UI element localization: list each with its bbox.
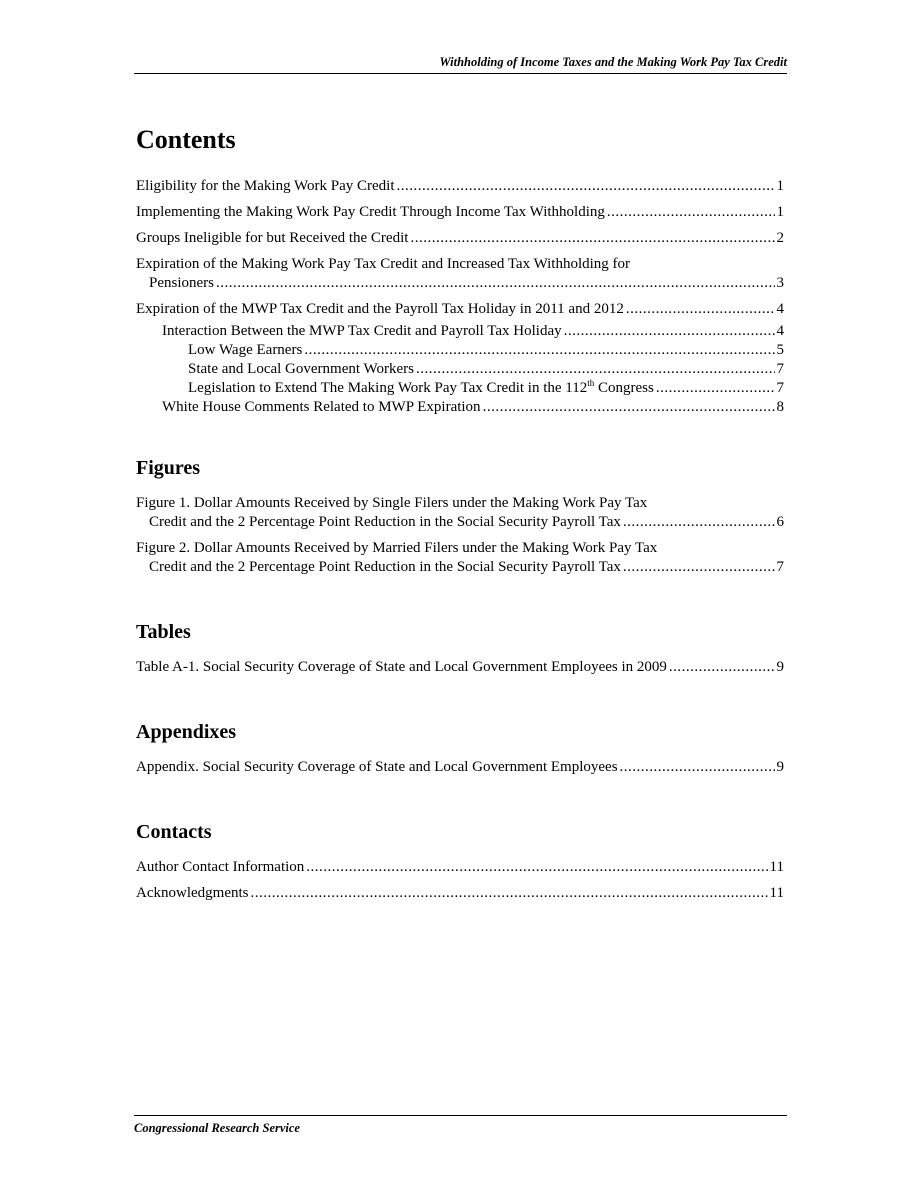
toc-entry[interactable]: Acknowledgments ..... 11 xyxy=(136,884,784,903)
toc-entry[interactable]: Appendix. Social Security Coverage of State and Local Government Employees ..... 9 xyxy=(136,758,784,777)
tables-heading: Tables xyxy=(136,621,191,643)
contacts-list xyxy=(136,858,784,903)
toc-entry-line2[interactable]: Credit and the 2 Percentage Point Reduction in the Social Security Payroll Tax ..... 6 xyxy=(136,513,784,532)
contents-heading: Contents xyxy=(136,125,236,154)
toc-entry[interactable]: Table A-1. Social Security Coverage of State and Local Government Employees in 2009 ..... 9 xyxy=(136,658,784,677)
toc-entry[interactable]: Groups Ineligible for but Received the Credit ..... 2 xyxy=(136,229,784,248)
toc-entry[interactable]: Author Contact Information ..... 11 xyxy=(136,858,784,877)
appendixes-heading: Appendixes xyxy=(136,721,237,743)
toc-subsubentry[interactable]: Legislation to Extend The Making Work Pay Tax Credit in the 112th Congress ..... 7 xyxy=(136,379,784,398)
toc-entry[interactable]: Eligibility for the Making Work Pay Credit ..... 1 xyxy=(136,177,784,196)
toc-entry-line1[interactable]: Figure 1. Dollar Amounts Received by Single Filers under the Making Work Pay Tax xyxy=(136,495,648,511)
toc-subsubentry[interactable]: State and Local Government Workers ..... 7 xyxy=(136,360,784,379)
tables-list xyxy=(136,658,784,677)
toc-subentry[interactable]: White House Comments Related to MWP Expiration ..... 8 xyxy=(136,398,784,417)
toc-entry[interactable]: Expiration of the MWP Tax Credit and the Payroll Tax Holiday in 2011 and 2012 ..... 4 xyxy=(136,300,784,319)
running-footer: Congressional Research Service xyxy=(134,1115,787,1136)
figures-heading: Figures xyxy=(136,457,201,479)
toc-subentry[interactable]: Interaction Between the MWP Tax Credit and Payroll Tax Holiday ..... 4 xyxy=(136,322,784,341)
figures-list xyxy=(136,494,784,577)
toc-entry-line2[interactable]: Pensioners ..... 3 xyxy=(136,274,784,293)
appendixes-list xyxy=(136,758,784,777)
contents-list xyxy=(136,177,784,417)
toc-entry-line1[interactable]: Expiration of the Making Work Pay Tax Credit and Increased Tax Withholding for xyxy=(136,256,631,272)
toc-subsubentry[interactable]: Low Wage Earners ..... 5 xyxy=(136,341,784,360)
toc-entry-line1[interactable]: Figure 2. Dollar Amounts Received by Married Filers under the Making Work Pay Tax xyxy=(136,540,658,556)
contacts-heading: Contacts xyxy=(136,821,212,843)
toc-entry[interactable]: Implementing the Making Work Pay Credit Through Income Tax Withholding ..... 1 xyxy=(136,203,784,222)
toc-entry-line2[interactable]: Credit and the 2 Percentage Point Reduction in the Social Security Payroll Tax ..... 7 xyxy=(136,558,784,577)
running-header: Withholding of Income Taxes and the Making Work Pay Tax Credit xyxy=(134,55,787,74)
